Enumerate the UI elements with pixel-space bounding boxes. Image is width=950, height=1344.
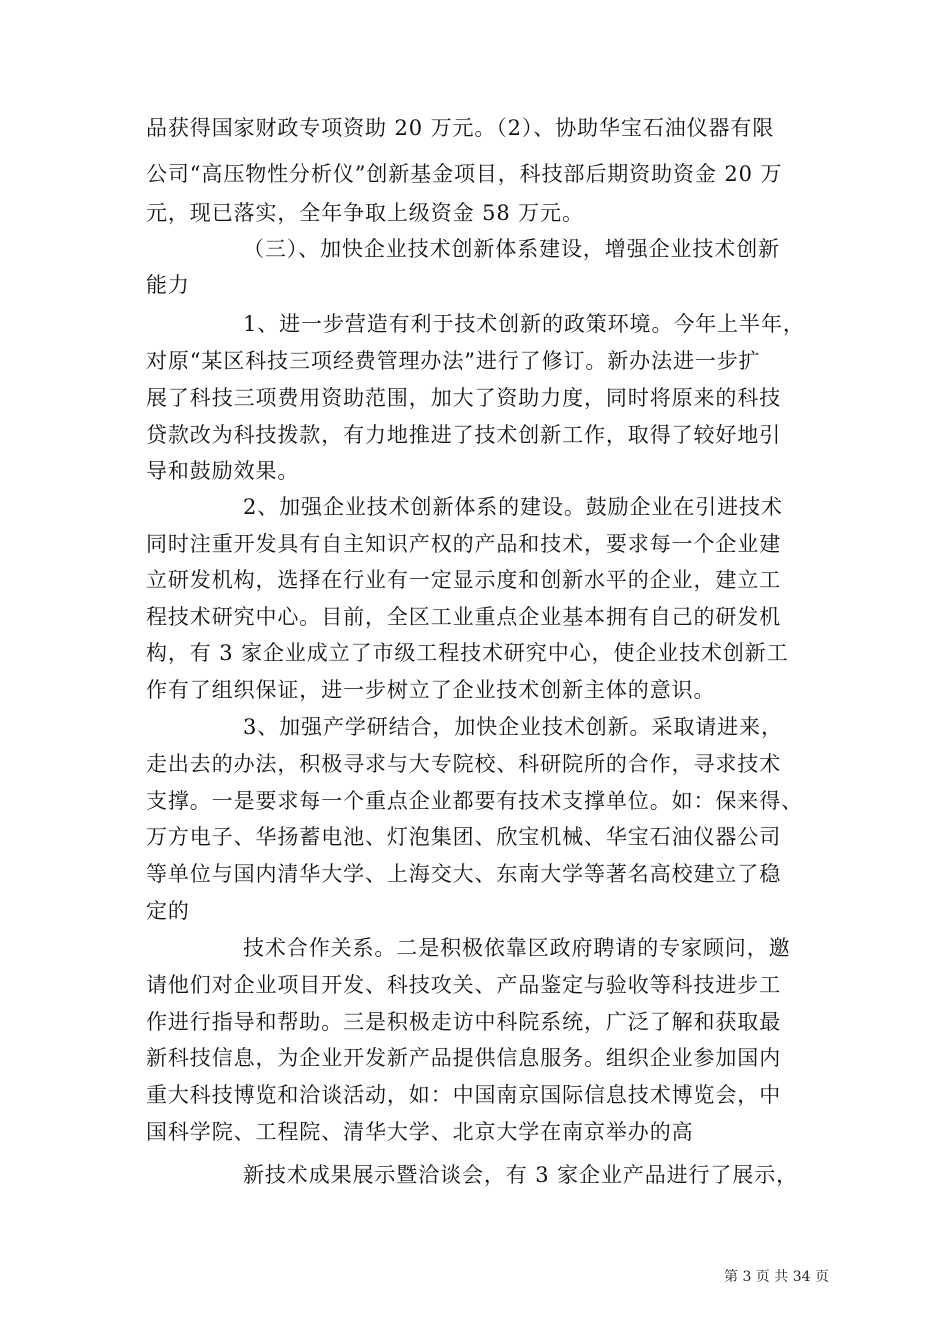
paragraph-5-start: 新技术成果展示暨洽谈会，有 3 家企业产品进行了展示， [243, 1163, 799, 1187]
text-line: 构，有 3 家企业成立了市级工程技术研究中心，使企业技术创新工 [146, 641, 789, 665]
text-line: 程技术研究中心。目前，全区工业重点企业基本拥有自己的研发机 [146, 605, 782, 629]
text-line: 公司“高压物性分析仪”创新基金项目，科技部后期资助资金 20 万 [146, 162, 783, 186]
text-line: 等单位与国内清华大学、上海交大、东南大学等著名高校建立了稳 [146, 862, 782, 886]
text-line: 新科技信息，为企业开发新产品提供信息服务。组织企业参加国内 [146, 1046, 782, 1070]
text-line: 重大科技博览和洽谈活动，如：中国南京国际信息技术博览会，中 [146, 1083, 782, 1107]
text-line: 展了科技三项费用资助范围，加大了资助力度，同时将原来的科技 [146, 386, 782, 410]
section-heading: （三）、加快企业技术创新体系建设，增强企业技术创新 [243, 237, 780, 261]
text-line: 走出去的办法，积极寻求与大专院校、科研院所的合作，寻求技术 [146, 752, 782, 776]
text-line: 作进行指导和帮助。三是积极走访中科院系统，广泛了解和获取最 [146, 1010, 782, 1034]
text-line: 立研发机构，选择在行业有一定显示度和创新水平的企业，建立工 [146, 568, 782, 592]
page-footer: 第 3 页 共 34 页 [724, 1269, 829, 1285]
text-line: 同时注重开发具有自主知识产权的产品和技术，要求每一个企业建 [146, 532, 782, 556]
text-line: 品获得国家财政专项资助 20 万元。（2）、协助华宝石油仪器有限 [146, 116, 775, 140]
paragraph-4-start: 技术合作关系。二是积极依靠区政府聘请的专家顾问，邀 [243, 936, 791, 960]
text-line: 定的 [146, 899, 190, 923]
text-line: 元，现已落实，全年争取上级资金 58 万元。 [146, 201, 584, 225]
paragraph-3-start: 3、加强产学研结合，加快企业技术创新。采取请进来， [243, 715, 783, 739]
text-line: 对原“某区科技三项经费管理办法”进行了修订。新办法进一步扩 [146, 349, 761, 373]
text-line: 万方电子、华扬蓄电池、灯泡集团、欣宝机械、华宝石油仪器公司 [146, 825, 782, 849]
text-line: 请他们对企业项目开发、科技攻关、产品鉴定与验收等科技进步工 [146, 973, 782, 997]
section-heading-continued: 能力 [146, 273, 190, 297]
text-line: 支撑。一是要求每一个重点企业都要有技术支撑单位。如：保来得、 [146, 789, 803, 813]
text-line: 作有了组织保证，进一步树立了企业技术创新主体的意识。 [146, 678, 716, 702]
text-line: 贷款改为科技拨款，有力地推进了技术创新工作，取得了较好地引 [146, 423, 782, 447]
text-line: 国科学院、工程院、清华大学、北京大学在南京举办的高 [146, 1120, 694, 1144]
paragraph-1-start: 1、进一步营造有利于技术创新的政策环境。今年上半年， [243, 312, 805, 336]
text-line: 导和鼓励效果。 [146, 459, 300, 483]
paragraph-2-start: 2、加强企业技术创新体系的建设。鼓励企业在引进技术 [243, 495, 783, 519]
